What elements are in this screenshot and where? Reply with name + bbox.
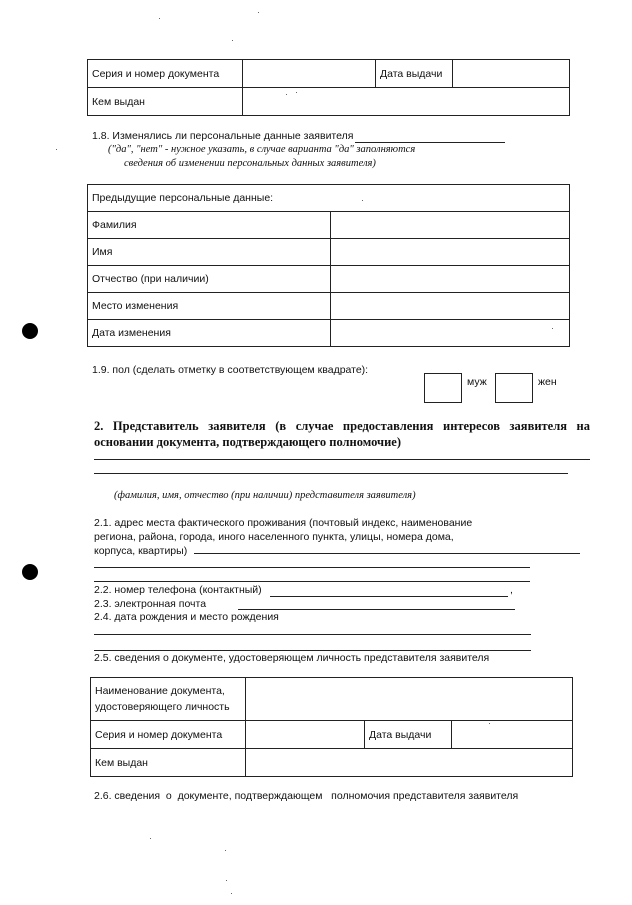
scan-speck (231, 893, 232, 894)
representative-doc-label: 2.5. сведения о документе, удостоверяющем личность представителя заявителя (94, 652, 490, 664)
issued-by-label: Кем выдан (88, 88, 243, 116)
scan-speck (226, 880, 227, 881)
personal-data-changed-question: 1.8. Изменялись ли персональные данные заявителя (92, 130, 354, 142)
rep-issued-by-field[interactable] (246, 749, 573, 777)
address-label-3: корпуса, квартиры) (94, 545, 188, 557)
rep-series-number-label: Серия и номер документа (91, 721, 246, 749)
scan-speck (56, 149, 57, 150)
scan-speck (258, 12, 259, 13)
change-date-label: Дата изменения (88, 320, 331, 347)
applicant-document-table (87, 59, 570, 116)
birth-label: 2.4. дата рождения и место рождения (94, 611, 279, 623)
rep-issued-by-label: Кем выдан (91, 749, 246, 777)
personal-data-changed-answer-line[interactable] (355, 142, 505, 143)
scan-speck (225, 850, 226, 851)
personal-data-changed-hint-2: сведения об изменении персональных данных заявителя) (124, 158, 376, 169)
scan-speck (150, 838, 151, 839)
doc-name-label-line-1: Наименование документа, (95, 685, 225, 697)
representative-name-line-1[interactable] (94, 459, 590, 460)
gender-female-checkbox[interactable] (495, 373, 533, 403)
authority-doc-label: 2.6. сведения о документе, подтверждающем полномочия представителя заявителя (94, 790, 519, 802)
personal-data-changed-hint-1: ("да", "нет" - нужное указать, в случае варианта "да" заполняются (108, 144, 416, 155)
phone-line[interactable] (270, 596, 508, 597)
prev-surname-label: Фамилия (88, 212, 331, 239)
series-number-field[interactable] (243, 60, 376, 88)
doc-name-label (91, 678, 246, 721)
address-line-3[interactable] (94, 581, 530, 582)
prev-surname-field[interactable] (331, 212, 570, 239)
change-place-field[interactable] (331, 293, 570, 320)
representative-heading-2: основании документа, подтверждающего полномочие) (94, 435, 402, 449)
birth-line-1[interactable] (94, 634, 531, 635)
issue-date-label: Дата выдачи (376, 60, 453, 88)
previous-personal-data-table (87, 184, 570, 347)
doc-name-label-line-2: удостоверяющего личность (95, 701, 230, 713)
scan-speck (232, 40, 233, 41)
gender-question: 1.9. пол (сделать отметку в соответствующем квадрате): (92, 364, 369, 376)
punch-hole-bottom (22, 564, 38, 580)
prev-name-label: Имя (88, 239, 331, 266)
change-place-label: Место изменения (88, 293, 331, 320)
rep-series-number-field[interactable] (246, 721, 365, 749)
rep-issue-date-field[interactable] (452, 721, 573, 749)
email-label: 2.3. электронная почта (94, 598, 207, 610)
address-label-2: региона, района, города, иного населенного пункта, улицы, номера дома, (94, 531, 454, 543)
issued-by-field[interactable] (243, 88, 570, 116)
prev-patronymic-label: Отчество (при наличии) (88, 266, 331, 293)
phone-label: 2.2. номер телефона (контактный) (94, 584, 262, 596)
previous-data-header: Предыдущие персональные данные: (88, 185, 570, 212)
email-line[interactable] (238, 609, 515, 610)
gender-male-label: муж (467, 376, 487, 388)
phone-comma: , (510, 584, 513, 596)
change-date-field[interactable] (331, 320, 570, 347)
punch-hole-top (22, 323, 38, 339)
representative-heading-1: 2. Представитель заявителя (в случае предоставления интересов заявителя на (94, 419, 590, 433)
doc-name-field[interactable] (246, 678, 573, 721)
gender-male-checkbox[interactable] (424, 373, 462, 403)
address-line-1[interactable] (194, 553, 580, 554)
rep-issue-date-label: Дата выдачи (365, 721, 452, 749)
representative-document-table (90, 677, 573, 777)
issue-date-field[interactable] (453, 60, 570, 88)
birth-line-2[interactable] (94, 650, 531, 651)
representative-name-hint: (фамилия, имя, отчество (при наличии) представителя заявителя) (114, 490, 416, 501)
address-label-1: 2.1. адрес места фактического проживания (почтовый индекс, наименование (94, 517, 473, 529)
address-line-2[interactable] (94, 567, 530, 568)
scan-speck (159, 18, 160, 19)
prev-patronymic-field[interactable] (331, 266, 570, 293)
prev-name-field[interactable] (331, 239, 570, 266)
series-number-label: Серия и номер документа (88, 60, 243, 88)
gender-female-label: жен (538, 376, 557, 388)
representative-name-line-2[interactable] (94, 473, 568, 474)
